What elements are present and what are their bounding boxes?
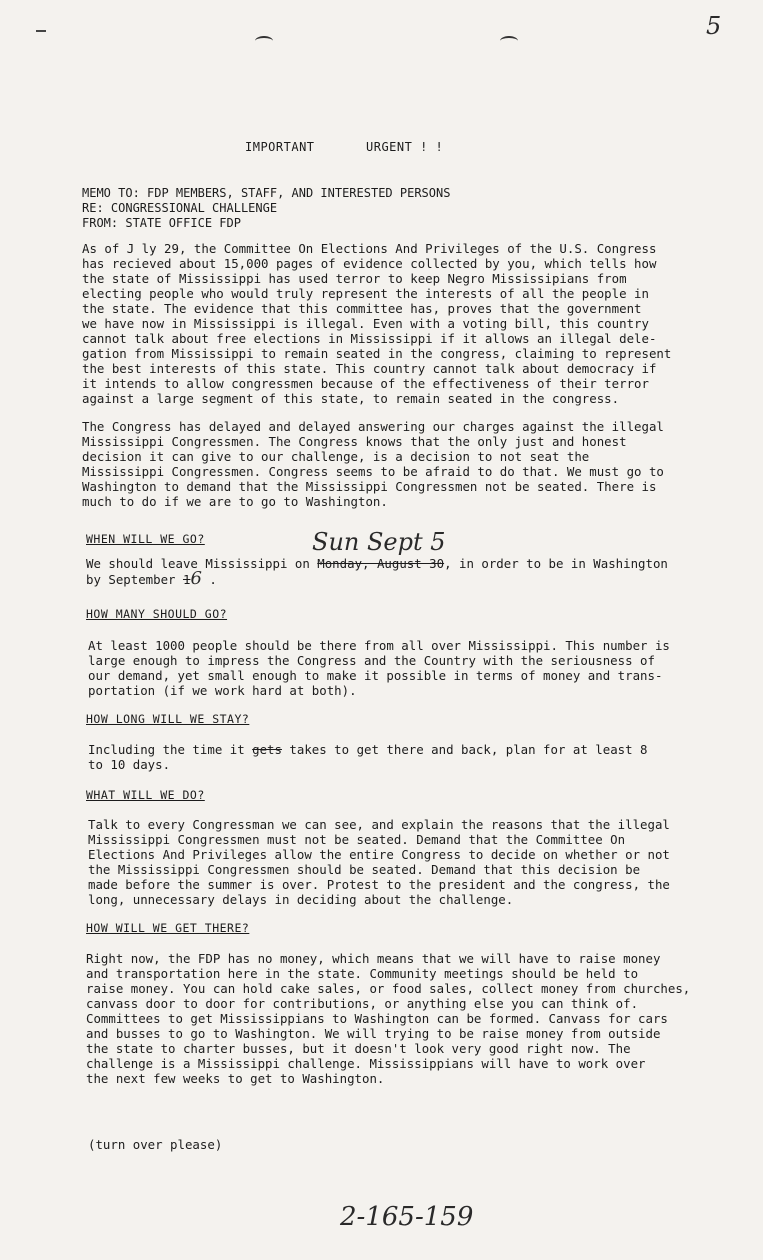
paragraph-intro: As of J ly 29, the Committee On Elections And Privileges of the U.S. Congress has recieved about 15,000 pages of evidence collected by you, which tells how the state of Mississippi has used terror to keep Negro Mississipians from electing people who would truly represent the interests of all the people in the state. The evidence that this committee has, proves that the government we have now in Mississippi is illegal. Even with a voting bill, this country cannot talk about free elections in Mississippi if it allows an illegal dele- gation from Mississippi to remain seated in the congress, claiming to represent the best interests of this state. This country cannot talk about democracy if it intends to allow congressmen because of the effectiveness of their terror against a large segment of this state, to remain seated in the congress. [82, 241, 672, 406]
handwritten-day: 6 [190, 568, 202, 589]
handwritten-date-insert: Sun Sept 5 [312, 528, 446, 556]
paragraph-how-long [88, 742, 698, 772]
struck-text: Monday, August 30 [317, 556, 445, 571]
scan-mark [500, 36, 518, 46]
text-run: Including the time it [88, 742, 253, 757]
paragraph-what: Talk to every Congressman we can see, and explain the reasons that the illegal Mississippi Congressmen must not be seated. Demand that the Committee On Elections And Privileges allow the entire Congress to decide on whether or not the Mississippi Congressmen should be seated. Demand that this decision be made before the summer is over. Protest to the president and the congress, the long, unnecessary delays in deciding about the challenge. [88, 817, 670, 907]
archive-number: 2-165-159 [340, 1202, 474, 1232]
struck-text: 1 [182, 572, 191, 587]
paragraph-how-get-there: Right now, the FDP has no money, which means that we will have to raise money and transportation here in the state. Community meetings should be held to raise money. You can hold cake sales, or food sales, collect money from churches, canvass door to door for contributions, or anything else you can think of. Committees to get Mississippians to Washington can be formed. Canvass for cars and busses to go to Washington. We will trying to be raise money from outside the state to charter busses, but it doesn't look very good right now. The challenge is a Mississippi challenge. Mississippians will have to work over the next few weeks to get to Washington. [86, 951, 691, 1086]
text-run: . [201, 572, 217, 587]
paragraph-delay: The Congress has delayed and delayed answering our charges against the illegal Mississippi Congressmen. The Congress knows that the only just and honest decision it can give to our challenge, is a decision to not seat the Mississippi Congressmen. Congress seems to be afraid to do that. We must go to Washington to demand that the Mississippi Congressmen not be seated. There is much to do if we are to go to Washington. [82, 419, 664, 509]
memo-header [82, 186, 450, 231]
paragraph-how-many: At least 1000 people should be there from all over Mississippi. This number is large enough to impress the Congress and the Country with the seriousness of our demand, yet small enough to make it possible in terms of money and trans- portation (if we work hard at both). [88, 638, 670, 698]
urgent-label: URGENT ! ! [366, 140, 444, 154]
scan-mark [36, 30, 46, 32]
text-run: , in order to be in Washington by September [86, 556, 668, 587]
heading-what: WHAT WILL WE DO? [86, 788, 205, 802]
memo-to: MEMO TO: FDP MEMBERS, STAFF, AND INTERESTED PERSONS [82, 186, 451, 200]
heading-when: WHEN WILL WE GO? [86, 532, 205, 546]
important-label: IMPORTANT [245, 140, 315, 154]
paragraph-when [86, 556, 696, 587]
memo-re: RE: CONGRESSIONAL CHALLENGE [82, 201, 278, 215]
struck-text: gets [252, 742, 282, 757]
heading-how-many: HOW MANY SHOULD GO? [86, 607, 228, 621]
memo-from: FROM: STATE OFFICE FDP [82, 216, 241, 230]
text-run: We should leave Mississippi on [86, 556, 318, 571]
scan-mark [255, 36, 273, 46]
turn-over-note: (turn over please) [88, 1137, 223, 1152]
heading-how-long: HOW LONG WILL WE STAY? [86, 712, 250, 726]
page-number-handwritten: 5 [706, 12, 722, 40]
heading-how-get-there: HOW WILL WE GET THERE? [86, 921, 250, 935]
text-run: takes to get there and back, plan for at least 8 to 10 days. [88, 742, 648, 772]
